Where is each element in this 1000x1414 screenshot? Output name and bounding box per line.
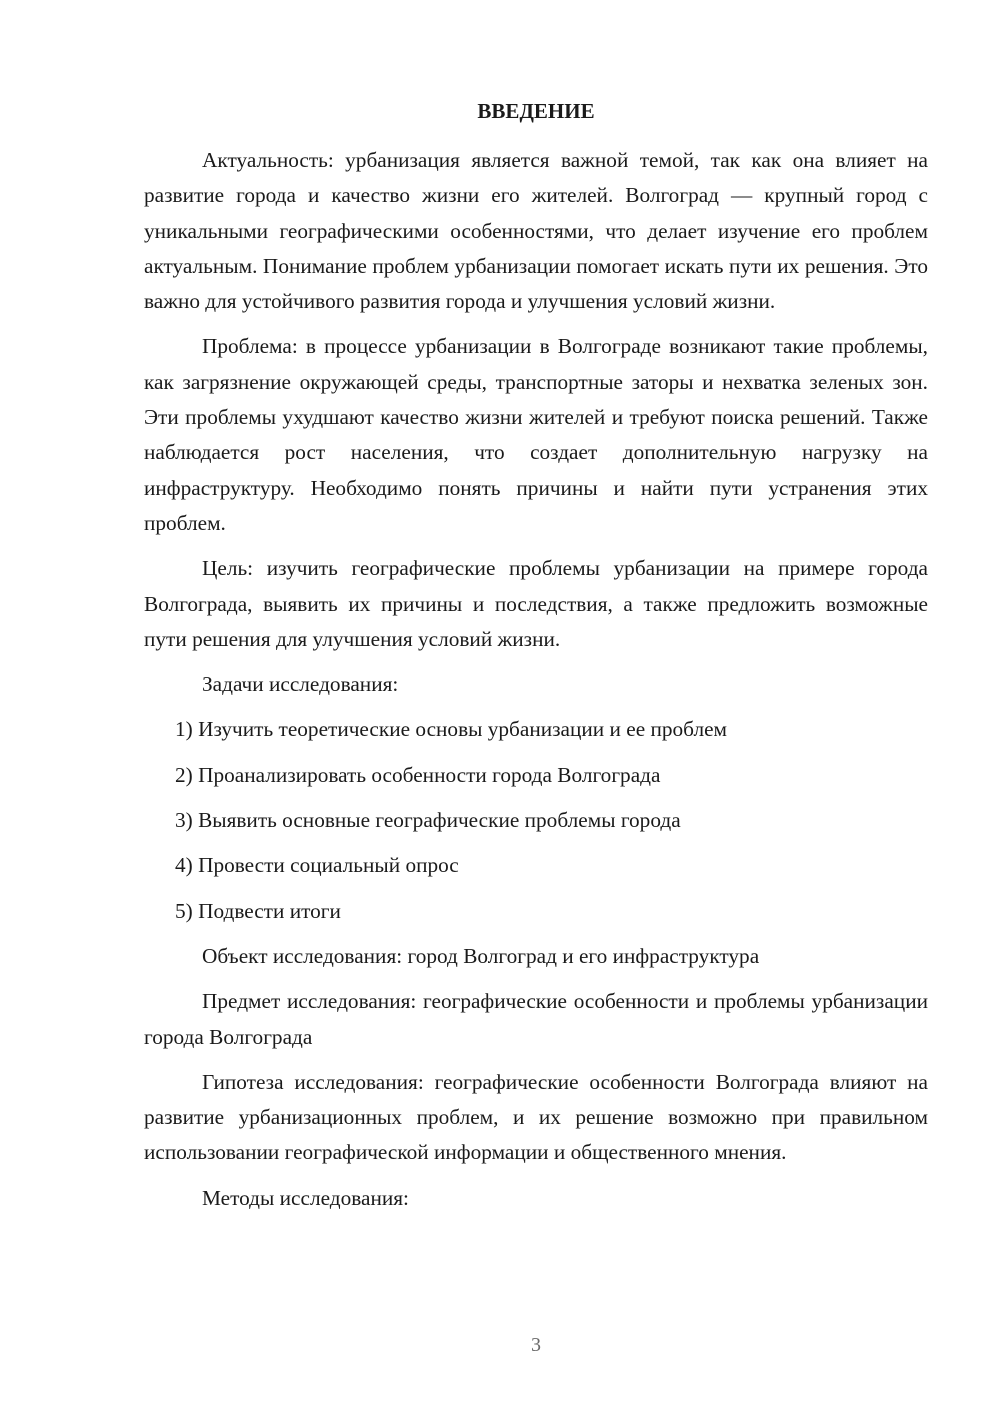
tasks-heading: Задачи исследования: <box>202 672 399 697</box>
list-item: 2) Проанализировать особенности города Волгограда <box>175 762 661 787</box>
paragraph-hypothesis: Гипотеза исследования: географические особенности Волгограда влияют на развитие урбанизационных проблем, и их решение возможно при правильном использовании географической информации и общественного мнения. <box>144 1069 928 1165</box>
paragraph-object: Объект исследования: город Волгоград и его инфраструктура <box>202 943 760 968</box>
page-number: 3 <box>531 1334 541 1356</box>
list-item: 5) Подвести итоги <box>175 898 341 923</box>
paragraph-goal: Цель: изучить географические проблемы урбанизации на примере города Волгограда, выявить их причины и последствия, а также предложить возможные пути решения для улучшения условий жизни. <box>144 556 928 651</box>
list-item: 3) Выявить основные географические проблемы города <box>175 808 681 833</box>
paragraph-relevance: Актуальность: урбанизация является важной темой, так как она влияет на развитие города и качество жизни его жителей. Волгоград — крупный город с уникальными географическими особенностями, что делает изучение его проблем актуальным. Понимание проблем урбанизации помогает искать пути их решения. Это важно для устойчивого развития города и улучшения условий жизни. <box>144 148 928 314</box>
list-item: 4) Провести социальный опрос <box>175 853 459 878</box>
paragraph-problem: Проблема: в процессе урбанизации в Волгограде возникают такие проблемы, как загрязнение окружающей среды, транспортные заторы и нехватка зеленых зон. Эти проблемы ухудшают качество жизни жителей и требуют поиска решений. Также наблюдается рост населения, что создает дополнительную нагрузку на инфраструктуру. Необходимо понять причины и найти пути устранения этих проблем. <box>144 334 928 535</box>
tasks-list <box>144 712 928 928</box>
document-body <box>144 143 928 1226</box>
page-title: ВВЕДЕНИЕ <box>477 99 595 123</box>
methods-heading: Методы исследования: <box>202 1185 409 1210</box>
paragraph-subject: Предмет исследования: географические особенности и проблемы урбанизации города Волгограда <box>144 989 928 1049</box>
list-item: 1) Изучить теоретические основы урбанизации и ее проблем <box>175 717 728 742</box>
